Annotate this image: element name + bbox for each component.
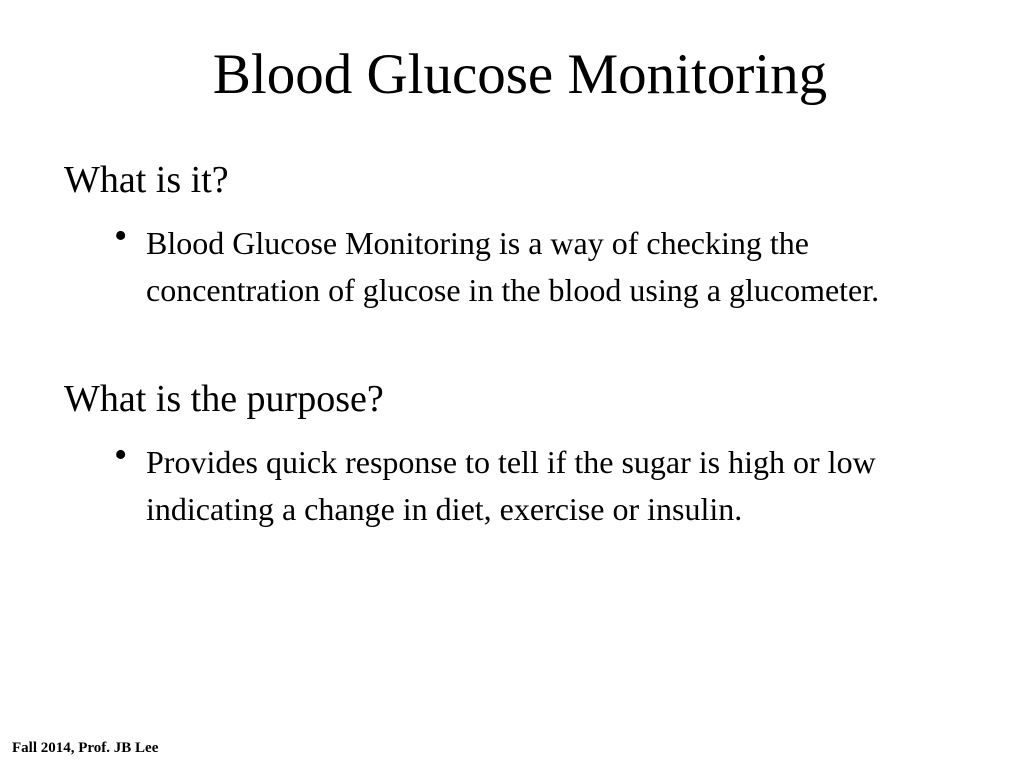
slide-title: Blood Glucose Monitoring [212, 43, 828, 106]
question-purpose: What is the purpose? [64, 378, 384, 420]
question-what-is-it: What is it? [64, 159, 229, 201]
slide-footer: Fall 2014, Prof. JB Lee [12, 740, 159, 756]
bullet-icon: • [114, 215, 128, 257]
bullet-text-purpose: Provides quick response to tell if the sugar is high or low indicating a change in diet, exercise or insulin. [146, 444, 876, 527]
bullet-icon: • [114, 434, 128, 476]
bullet-text-definition: Blood Glucose Monitoring is a way of checking the concentration of glucose in the blood using a glucometer. [146, 225, 880, 308]
bullet-item-definition [114, 215, 944, 313]
bullet-item-purpose [114, 434, 944, 532]
